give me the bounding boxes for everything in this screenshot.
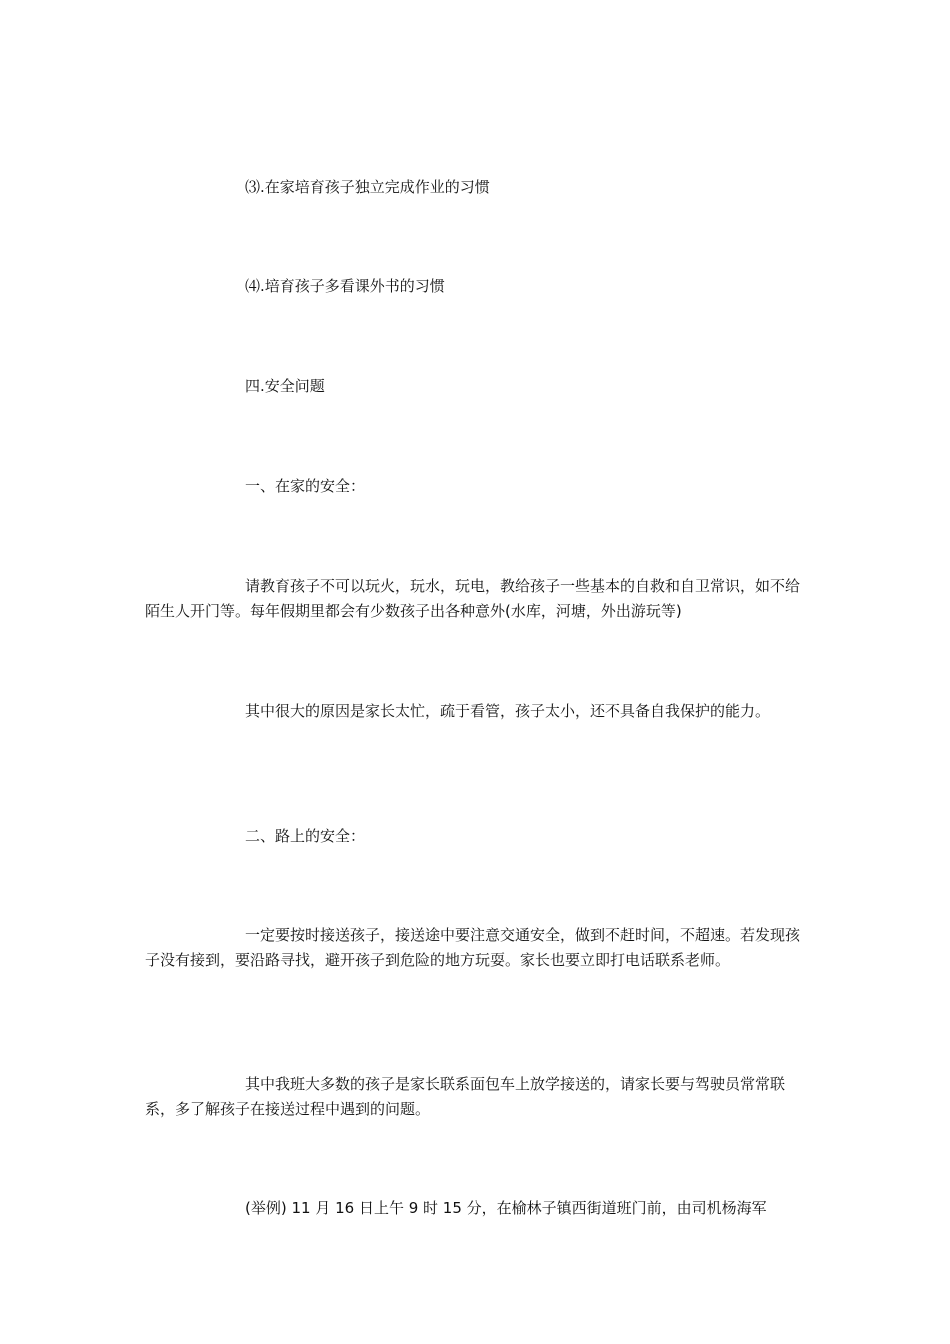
section-heading-safety: 四.安全问题: [245, 377, 325, 395]
paragraph-home-safety: 请教育孩子不可以玩火，玩水，玩电，教给孩子一些基本的自救和自卫常识，如不给陌生人开门等。每年假期里都会有少数孩子出各种意外(水库，河塘，外出游玩等): [145, 577, 801, 620]
subheading-road-safety: 二、路上的安全：: [245, 827, 366, 845]
paragraph-home-safety-reason: 其中很大的原因是家长太忙，疏于看管，孩子太小，还不具备自我保护的能力。: [245, 702, 771, 720]
list-item-reading-habit: ⑷.培育孩子多看课外书的习惯: [245, 277, 445, 295]
subheading-home-safety: 一、在家的安全：: [245, 477, 366, 495]
paragraph-example: (举例) 11 月 16 日上午 9 时 15 分，在榆林子镇西街道班门前，由司机杨海军: [245, 1199, 767, 1217]
paragraph-road-safety: 一定要按时接送孩子，接送途中要注意交通安全，做到不赶时间，不超速。若发现孩子没有接到，要沿路寻找，避开孩子到危险的地方玩耍。家长也要立即打电话联系老师。: [145, 926, 801, 969]
list-item-homework-habit: ⑶.在家培育孩子独立完成作业的习惯: [245, 178, 490, 196]
paragraph-bus-transport: 其中我班大多数的孩子是家长联系面包车上放学接送的，请家长要与驾驶员常常联系，多了解孩子在接送过程中遇到的问题。: [145, 1075, 786, 1118]
